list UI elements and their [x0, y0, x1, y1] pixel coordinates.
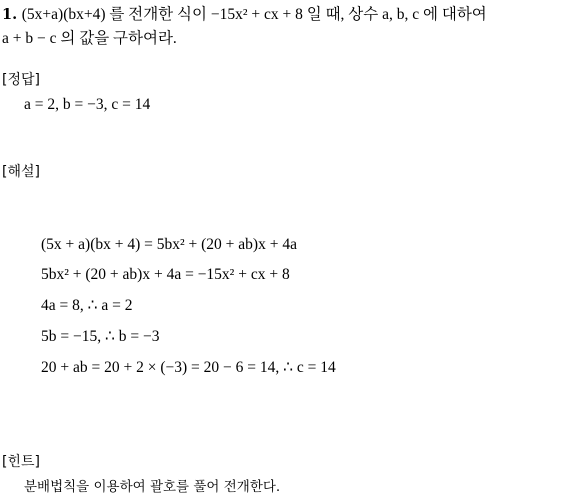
problem-statement-line-2: a + b − c 의 값을 구하여라. [2, 30, 177, 47]
hint-text: 분배법칙을 이용하여 괄호를 풀어 전개한다. [24, 479, 281, 495]
solution-line: 4a = 8, ∴ a = 2 [41, 297, 133, 314]
problem-statement-line-1 [2, 6, 487, 24]
solution-line: 5bx² + (20 + ab)x + 4a = −15x² + cx + 8 [41, 266, 290, 283]
answer-heading: [정답] [2, 72, 40, 88]
answer-text: a = 2, b = −3, c = 14 [24, 96, 151, 113]
hint-heading: [힌트] [2, 454, 40, 470]
problem-text: (5x+a)(bx+4) 를 전개한 식이 −15x² + cx + 8 일 때, 상수 a, b, c 에 대하여 [21, 6, 487, 23]
problem-number: 1. [2, 6, 18, 23]
solution-line: 5b = −15, ∴ b = −3 [41, 328, 160, 345]
solution-line: 20 + ab = 20 + 2 × (−3) = 20 − 6 = 14, ∴ c = 14 [41, 359, 336, 376]
solution-line: (5x + a)(bx + 4) = 5bx² + (20 + ab)x + 4a [41, 236, 297, 253]
solution-heading: [해설] [2, 164, 40, 180]
